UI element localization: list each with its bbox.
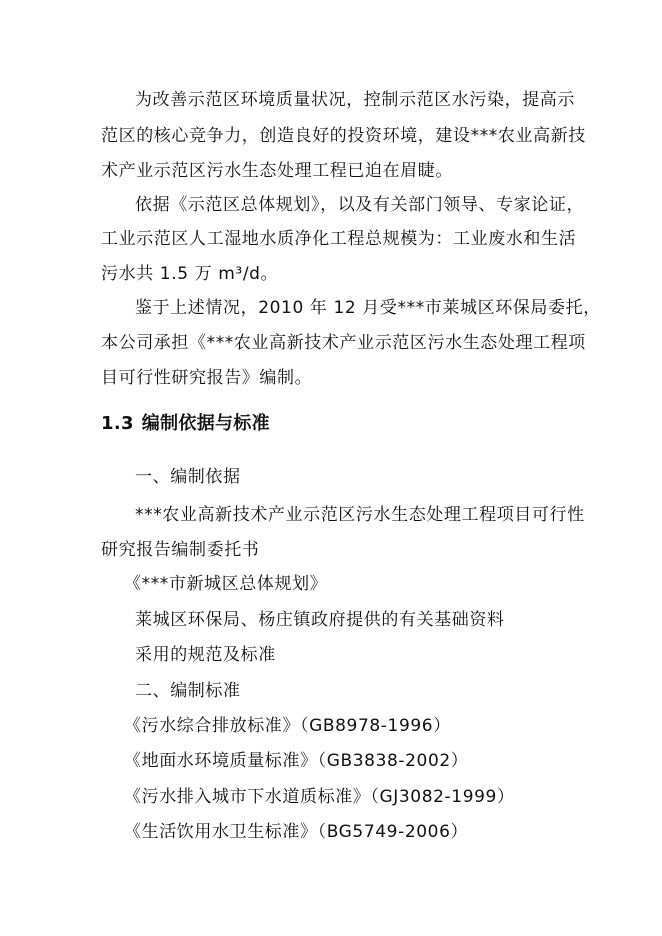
intro-paragraph-2-line-2: 工业示范区人工湿地水质净化工程总规模为：工业废水和生活 [101,229,577,249]
section-title: 编制依据与标准 [141,413,270,434]
standard-item-bg5749: 《生活饮用水卫生标准》（BG5749-2006） [124,822,469,842]
intro-paragraph-3-line-1: 鉴于上述情况，2010 年 12 月受***市莱城区环保局委托， [135,298,601,318]
basis-heading: 一、编制依据 [135,467,241,487]
intro-paragraph-1-line-2: 范区的核心竞争力，创造良好的投资环境，建设***农业高新技 [101,126,586,146]
standard-item-gb8978: 《污水综合排放标准》（GB8978-1996） [124,716,451,736]
intro-paragraph-2-line-1: 依据《示范区总体规划》，以及有关部门领导、专家论证， [135,195,585,215]
intro-paragraph-3-line-2: 本公司承担《***农业高新技术产业示范区污水生态处理工程项 [101,333,586,353]
basis-item-master-plan: 《***市新城区总体规划》 [124,574,328,594]
intro-paragraph-1-line-1: 为改善示范区环境质量状况，控制示范区水污染，提高示 [135,90,575,110]
intro-paragraph-3-line-3: 目可行性研究报告》编制。 [101,368,313,388]
basis-entrust-line-1: ***农业高新技术产业示范区污水生态处理工程项目可行性 [135,505,585,525]
basis-item-local-data: 莱城区环保局、杨庄镇政府提供的有关基础资料 [135,610,505,630]
standard-item-gj3082: 《污水排入城市下水道质标准》（GJ3082-1999） [124,787,515,807]
standards-heading: 二、编制标准 [135,681,241,701]
intro-paragraph-1-line-3: 术产业示范区污水生态处理工程已迫在眉睫。 [101,161,453,181]
basis-entrust-line-2: 研究报告编制委托书 [101,540,260,560]
section-heading [101,412,270,436]
basis-item-standards: 采用的规范及标准 [135,645,276,665]
section-number: 1.3 [101,413,134,434]
intro-paragraph-2-line-3: 污水共 1.5 万 m³/d。 [101,264,279,284]
standard-item-gb3838: 《地面水环境质量标准》（GB3838-2002） [124,751,469,771]
